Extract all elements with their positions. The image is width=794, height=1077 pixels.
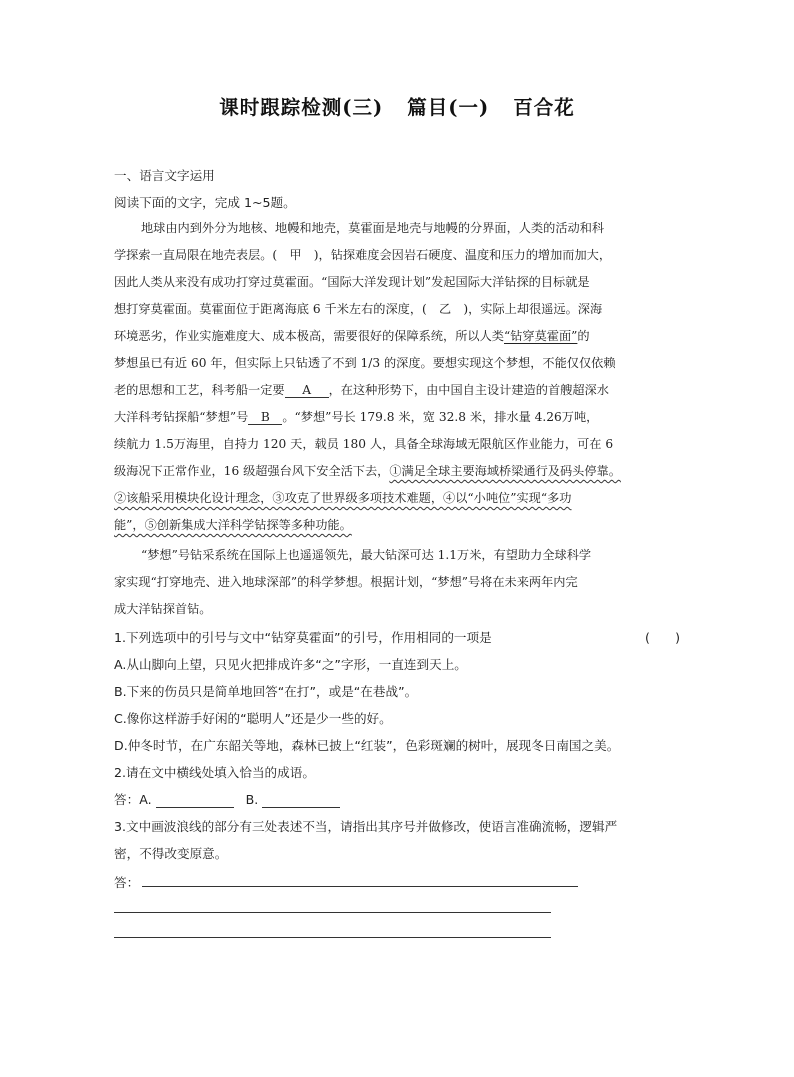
answer-line[interactable] <box>114 937 551 938</box>
instruction: 阅读下面的文字，完成 1~5题。 <box>114 195 296 210</box>
quoted-term: “钻穿莫霍面” <box>504 329 578 343</box>
passage-line: 想打穿莫霍面。莫霍面位于距离海底 6 千米左右的深度，( 乙 )，实际上却很遥远。深海 <box>114 302 603 316</box>
passage-line: 梦想虽已有近 60 年，但实际上只钻透了不到 1/3 的深度。要想实现这个梦想，不能仅仅依赖 <box>114 356 616 370</box>
option-d[interactable]: D.仲冬时节，在广东韶关等地，森林已披上“红装”，色彩斑斓的树叶，展现冬日南国之美。 <box>114 738 620 753</box>
question-3-answer-prefix: 答： <box>114 875 140 890</box>
passage-line <box>114 462 621 479</box>
page-title <box>0 92 794 120</box>
question-1-stem: 1.下列选项中的引号与文中“钻穿莫霍面”的引号，作用相同的一项是 <box>114 630 492 645</box>
wavy-text-line: 能”，⑤创新集成大洋科学钻探等多种功能。 <box>114 518 352 532</box>
question-2-stem: 2.请在文中横线处填入恰当的成语。 <box>114 765 315 780</box>
answer-bracket[interactable]: ( ) <box>645 630 681 645</box>
passage-line: 学探索一直局限在地壳表层。( 甲 )，钻探难度会因岩石硬度、温度和压力的增加而加大， <box>114 248 612 262</box>
answer-blank-b[interactable] <box>262 793 340 808</box>
answer-line[interactable] <box>114 912 551 913</box>
question-3-stem: 密，不得改变原意。 <box>114 846 228 861</box>
answer-b-label: B. <box>245 792 259 807</box>
wavy-text: ①满足全球主要海域桥梁通行及码头停靠。 <box>389 464 621 478</box>
answer-prefix: 答：A. <box>114 792 152 807</box>
option-c[interactable]: C.像你这样游手好闲的“聪明人”还是少一些的好。 <box>114 711 392 726</box>
passage-line: 成大洋钻探首钻。 <box>114 602 212 616</box>
passage-text: ，在这种形势下，由中国自主设计建造的首艘超深水 <box>328 383 609 397</box>
answer-line[interactable] <box>142 886 578 887</box>
passage-line: “梦想”号钻采系统在国际上也遥遥领先，最大钻深可达 1.1万米，有望助力全球科学 <box>141 548 592 562</box>
passage-text: 环境恶劣，作业实施难度大、成本极高，需要很好的保障系统，所以人类 <box>114 329 504 343</box>
blank-b <box>248 410 282 425</box>
passage-text: 老的思想和工艺，科考船一定要 <box>114 383 285 397</box>
passage-line <box>114 408 598 425</box>
blank-a <box>285 383 329 398</box>
passage-line <box>114 327 590 344</box>
question-2-answer <box>114 789 340 808</box>
passage-line: 家实现“打穿地壳、进入地球深部”的科学梦想。根据计划，“梦想”号将在未来两年内完 <box>114 575 578 589</box>
question-3-stem: 3.文中画波浪线的部分有三处表述不当，请指出其序号并做修改，使语言准确流畅，逻辑严 <box>114 819 618 834</box>
passage-text: 的 <box>577 329 590 343</box>
passage-text: 大洋科考钻探船“梦想”号 <box>114 410 249 424</box>
section-heading: 一、语言文字运用 <box>114 168 215 183</box>
blank-a-label: A <box>302 383 312 397</box>
passage-line: 续航力 1.5万海里，自持力 120 天，载员 180 人，具备全球海域无限航区作业能力，可在 6 <box>114 437 614 451</box>
passage-line: 因此人类从来没有成功打穿过莫霍面。“国际大洋发现计划”发起国际大洋钻探的目标就是 <box>114 275 590 289</box>
option-a[interactable]: A.从山脚向上望，只见火把排成许多“之”字形，一直连到天上。 <box>114 657 467 672</box>
wavy-text-line: ②该船采用模块化设计理念，③攻克了世界级多项技术难题，④以“小吨位”实现“多功 <box>114 491 572 505</box>
passage-text: 。“梦想”号长 179.8 米，宽 32.8 米，排水量 4.26万吨， <box>282 410 599 424</box>
passage-text: 级海况下正常作业，16 级超强台风下安全活下去， <box>114 464 390 478</box>
passage-line: 地球由内到外分为地核、地幔和地壳，莫霍面是地壳与地幔的分界面，人类的活动和科 <box>141 221 605 235</box>
title-part-2: 篇目(一) <box>407 96 490 119</box>
answer-blank-a[interactable] <box>156 793 234 808</box>
option-b[interactable]: B.下来的伤员只是简单地回答“在打”，或是“在巷战”。 <box>114 684 418 699</box>
title-part-3: 百合花 <box>513 96 575 119</box>
passage-line <box>114 381 609 398</box>
title-part-1: 课时跟踪检测(三) <box>219 96 384 119</box>
blank-b-label: B <box>260 410 270 424</box>
